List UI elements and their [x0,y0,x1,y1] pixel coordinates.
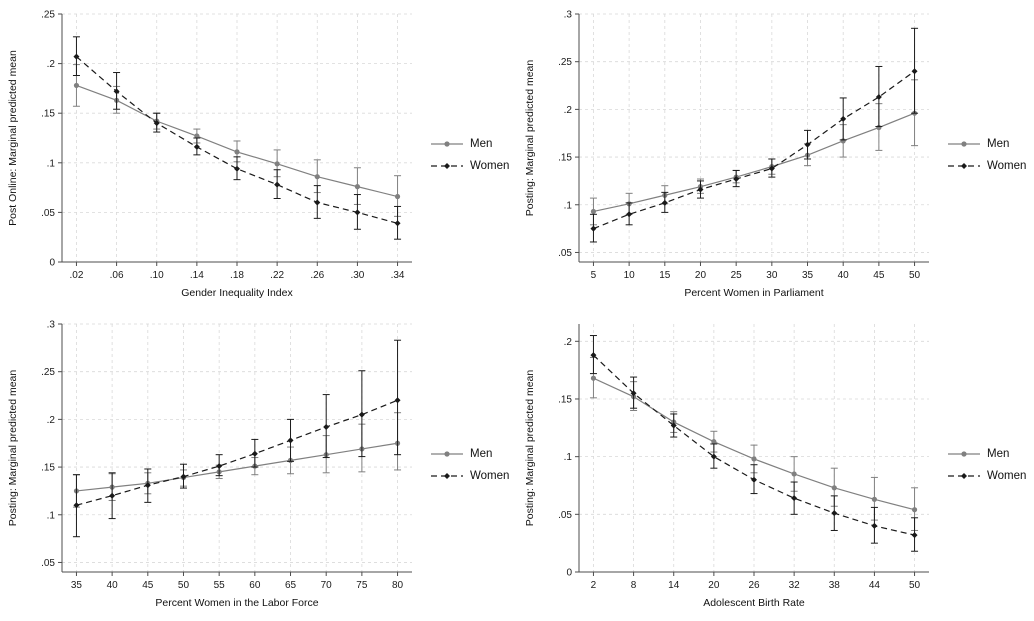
panel-percent-women-parliament [517,0,1034,310]
x-tick-label: 80 [391,580,404,591]
x-tick-label: 35 [801,270,814,281]
data-point [355,184,360,189]
y-tick-label: 0 [566,567,572,579]
x-tick-label: 50 [908,580,921,591]
x-tick-label: .34 [390,270,405,281]
legend [947,138,1026,182]
y-tick-label: .3 [563,9,572,21]
legend-label-women: Women [987,160,1027,172]
data-point [832,485,837,490]
series-line [76,400,397,505]
data-point [662,200,668,206]
x-tick-label: 26 [748,580,760,591]
x-tick-label: .18 [230,270,244,281]
y-tick-label: .05 [41,207,55,219]
y-tick-label: .15 [41,108,55,120]
y-tick-label: .15 [41,462,55,474]
y-tick-label: .15 [558,394,572,406]
x-tick-label: 40 [837,270,849,281]
x-tick-label: .14 [189,270,204,281]
data-point [109,493,115,499]
legend-label-men: Men [987,138,1010,150]
x-tick-label: 40 [106,580,118,591]
y-axis-title: Post Online: Marginal predicted mean [7,50,19,226]
data-point [751,477,757,483]
x-tick-label: .26 [310,270,325,281]
data-point [591,209,596,214]
legend [430,138,509,182]
y-axis-title: Posting: Marginal predicted mean [524,369,536,527]
legend-label-men: Men [470,448,493,460]
series-line [593,113,914,211]
data-point [831,510,837,516]
data-point [252,451,258,457]
data-point [395,397,401,403]
data-point [315,174,320,179]
data-point [288,437,294,443]
x-tick-label: 60 [249,580,261,591]
y-tick-label: .25 [41,367,55,379]
legend-swatch-men [947,139,981,149]
legend-swatch-women [430,161,464,171]
x-tick-label: .22 [270,270,285,281]
data-point [791,495,797,501]
x-tick-label: 2 [590,580,597,591]
x-tick-label: 44 [868,580,880,591]
data-point [751,456,756,461]
legend-label-women: Women [987,470,1027,482]
data-point [590,226,596,232]
y-tick-label: .3 [46,319,55,331]
x-tick-label: 8 [630,580,637,591]
legend-swatch-women [430,471,464,481]
x-tick-label: 30 [766,270,778,281]
y-tick-label: .1 [563,452,572,464]
x-tick-label: 75 [356,580,368,591]
x-tick-label: 5 [590,270,597,281]
x-axis-title: Percent Women in the Labor Force [155,597,319,609]
panel-percent-women-labor-force [0,310,517,621]
series-women [590,28,918,242]
data-point [591,376,596,381]
series-men [590,80,918,225]
x-axis-title: Adolescent Birth Rate [703,597,805,609]
y-tick-label: .2 [46,414,55,426]
series-men [73,413,401,507]
data-point [274,182,280,188]
x-tick-label: 20 [708,580,720,591]
legend [947,448,1026,492]
x-tick-label: 38 [828,580,840,591]
x-tick-label: 14 [668,580,680,591]
y-tick-label: .25 [558,57,572,69]
data-point [792,471,797,476]
legend-item-women [947,470,1026,482]
x-tick-label: 35 [70,580,83,591]
data-point [216,463,222,469]
panel-gender-inequality-index [0,0,517,310]
x-tick-label: .02 [69,270,84,281]
data-point [234,149,239,154]
legend-label-women: Women [470,160,510,172]
legend-label-men: Men [987,448,1010,460]
x-tick-label: .30 [350,270,365,281]
y-tick-label: .2 [46,59,55,71]
x-tick-label: 50 [177,580,190,591]
x-tick-label: 20 [694,270,707,281]
data-point [912,507,917,512]
y-tick-label: .1 [46,158,55,170]
x-tick-label: 45 [873,270,885,281]
legend-label-women: Women [470,470,510,482]
x-tick-label: 45 [142,580,154,591]
y-tick-label: .05 [558,247,572,259]
legend-item-men [947,138,1026,150]
y-tick-label: .05 [41,557,55,569]
x-tick-label: 15 [659,270,671,281]
data-point [323,424,329,430]
legend-item-men [947,448,1026,460]
data-point [912,68,918,74]
y-tick-label: .2 [563,336,572,348]
data-point [354,209,360,215]
data-point [912,532,918,538]
y-tick-label: 0 [49,257,55,269]
x-tick-label: 10 [623,270,635,281]
data-point [626,211,632,217]
x-tick-label: 65 [284,580,297,591]
legend-item-men [430,138,509,150]
y-tick-label: .05 [558,509,572,521]
data-point [395,194,400,199]
y-tick-label: .25 [41,9,55,21]
y-tick-label: .2 [563,104,572,116]
data-point [871,523,877,529]
x-axis-title: Gender Inequality Index [181,287,293,299]
x-tick-label: .06 [109,270,124,281]
legend-swatch-women [947,471,981,481]
y-axis-title: Posting: Marginal predicted mean [524,59,536,217]
data-point [314,199,320,205]
y-axis-title: Posting: Marginal predicted mean [7,369,19,527]
data-point [359,412,365,418]
legend-item-women [430,470,509,482]
x-tick-label: .10 [149,270,164,281]
legend-swatch-men [947,449,981,459]
x-tick-label: 55 [213,580,225,591]
data-point [74,83,79,88]
x-tick-label: 50 [908,270,921,281]
y-tick-label: .15 [558,152,572,164]
legend-item-men [430,448,509,460]
series-women [73,340,401,536]
data-point [194,144,200,150]
x-axis-title: Percent Women in Parliament [684,287,824,299]
data-point [395,220,401,226]
y-tick-label: .1 [46,510,55,522]
data-point [234,166,240,172]
data-point [275,161,280,166]
data-point [872,497,877,502]
legend-item-women [430,160,509,172]
legend-label-men: Men [470,138,493,150]
legend-item-women [947,160,1026,172]
panel-adolescent-birth-rate [517,310,1034,621]
y-tick-label: .1 [563,200,572,212]
legend-swatch-men [430,139,464,149]
x-tick-label: 70 [320,580,332,591]
legend-swatch-men [430,449,464,459]
legend [430,448,509,492]
x-tick-label: 32 [788,580,800,591]
x-tick-label: 25 [730,270,742,281]
legend-swatch-women [947,161,981,171]
